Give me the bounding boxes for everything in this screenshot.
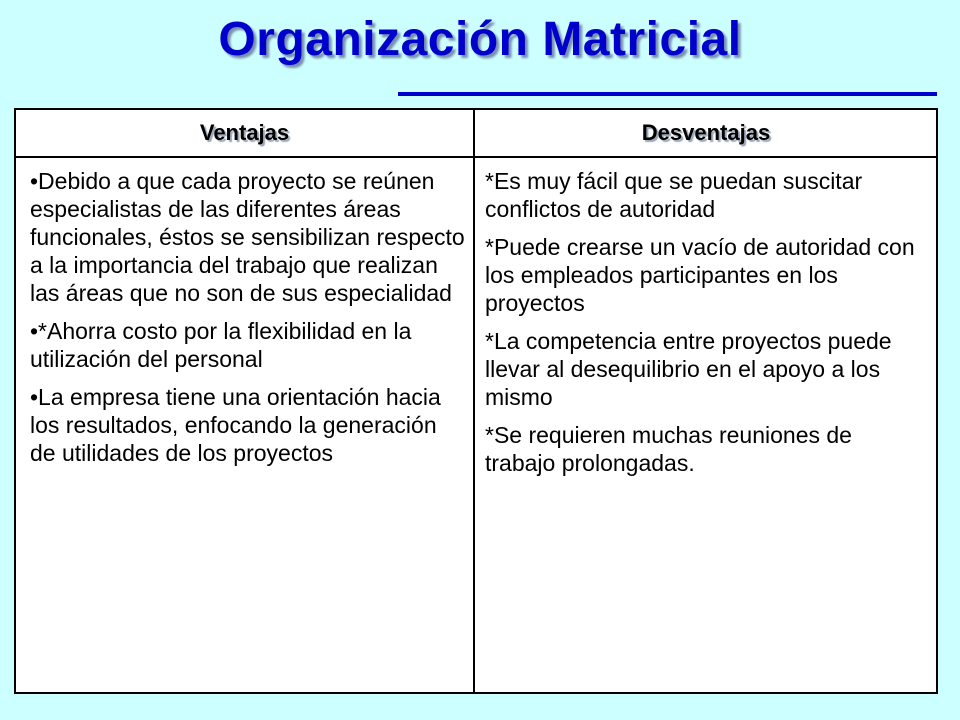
comparison-table [14, 108, 938, 694]
title-underline-rule [398, 92, 937, 96]
header-ventajas: Ventajas [199, 120, 290, 145]
desventaja-item: *Se requieren muchas reuniones de trabajo prolongadas. [485, 422, 852, 476]
desventaja-item: *Es muy fácil que se puedan suscitar conflictos de autoridad [485, 168, 863, 222]
slide-title: Organización Matricial [218, 13, 742, 66]
desventaja-item: *La competencia entre proyectos puede llevar al desequilibrio en el apoyo a los mismo [485, 328, 892, 410]
ventajas-cell [16, 158, 473, 692]
header-desventajas: Desventajas [641, 120, 771, 145]
table-header-row [16, 110, 936, 158]
ventaja-item: •*Ahorra costo por la flexibilidad en la utilización del personal [30, 318, 412, 372]
ventaja-item: •La empresa tiene una orientación hacia los resultados, enfocando la generación de utilidades de los proyectos [30, 384, 441, 466]
desventaja-item: *Puede crearse un vacío de autoridad con los empleados participantes en los proyectos [485, 234, 915, 316]
ventaja-item: •Debido a que cada proyecto se reúnen especialistas de las diferentes áreas funcionales, éstos se sensibilizan respecto a la importancia del trabajo que realizan las áreas que no son de sus especialidad [30, 168, 465, 306]
desventajas-cell [475, 158, 936, 692]
